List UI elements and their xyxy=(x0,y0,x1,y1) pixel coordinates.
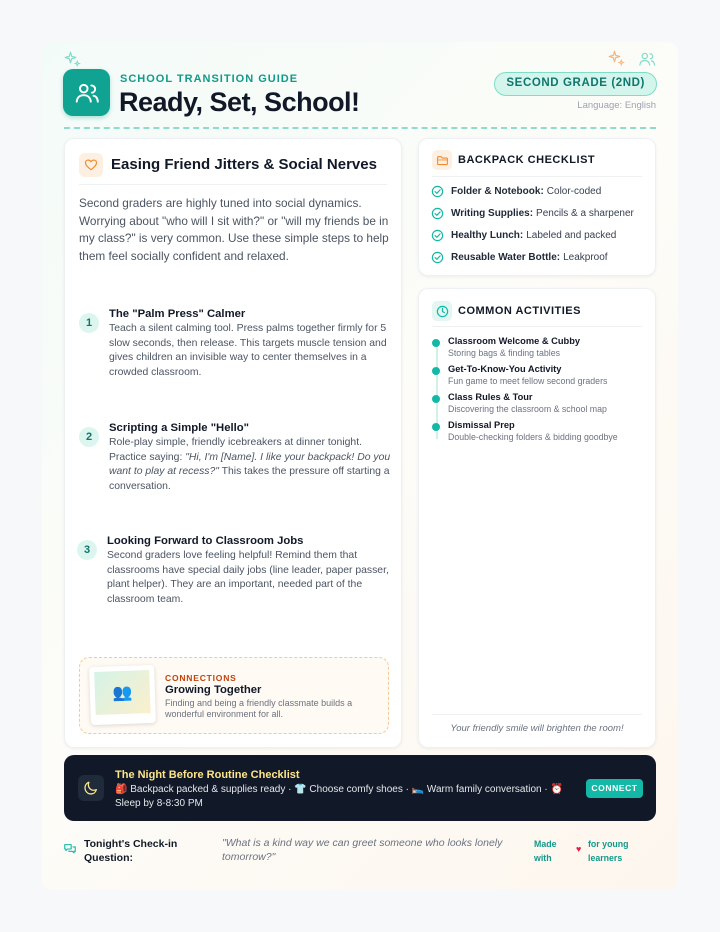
folder-icon xyxy=(436,154,449,167)
checklist-label: Folder & Notebook: xyxy=(451,186,544,197)
intro-paragraph: Second graders are highly tuned into social dynamics. Worrying about "who will I sit with?" or "will my friends be in my class?" is very common. Use these simple steps to help them feel socially confident and relaxed. xyxy=(79,196,389,263)
connect-button[interactable]: CONNECT xyxy=(586,779,643,798)
guide-page xyxy=(42,42,678,890)
check-circle-icon xyxy=(431,185,444,198)
activity-desc: Fun game to meet fellow second graders xyxy=(448,376,608,386)
heart-icon-box xyxy=(79,153,103,177)
checklist-value: Color-coded xyxy=(546,186,602,197)
sparkles-icon xyxy=(607,49,625,67)
divider xyxy=(79,184,387,185)
social-nerves-card xyxy=(64,138,402,748)
timeline-dot xyxy=(432,367,440,375)
checklist-value: Leakproof xyxy=(563,252,608,263)
night-checklist: 🎒 Backpack packed & supplies ready · 👕 Choose comfy shoes · 🛌 Warm family conversation · ⏰ Sleep by 8-8:30 PM xyxy=(115,784,563,809)
step-body: Teach a silent calming tool. Press palms together firmly for 5 slow seconds, then release. This targets muscle tension and gives children an invisible way to center themselves in a crowded classroom. xyxy=(109,323,387,379)
step-number: 2 xyxy=(79,427,99,447)
checklist-item xyxy=(431,185,601,198)
checkin-label: Tonight's Check-in Question: xyxy=(84,838,178,864)
young-learners-label: for young learners xyxy=(588,839,629,863)
guide-eyebrow: SCHOOL TRANSITION GUIDE xyxy=(120,73,299,85)
connections-box xyxy=(79,657,389,734)
activity-desc: Discovering the classroom & school map xyxy=(448,404,607,414)
activity-title: Class Rules & Tour xyxy=(448,392,533,402)
grade-badge: SECOND GRADE (2ND) xyxy=(494,72,657,96)
backpack-checklist-card xyxy=(418,138,656,276)
step-title: The "Palm Press" Calmer xyxy=(109,308,246,320)
checklist-value: Pencils & a sharpener xyxy=(536,208,634,219)
night-before-banner xyxy=(64,755,656,821)
activities-footer: Your friendly smile will brighten the room! xyxy=(450,723,624,734)
clock-icon-box xyxy=(432,301,452,321)
check-circle-icon xyxy=(431,251,444,264)
sparkles-icon xyxy=(63,50,81,68)
logo xyxy=(63,69,110,116)
step-body xyxy=(109,436,391,495)
step-body-text: Role-play simple, friendly icebreakers at dinner tonight. Practice saying: xyxy=(109,437,362,463)
step-number: 3 xyxy=(77,540,97,560)
activity-title: Classroom Welcome & Cubby xyxy=(448,336,581,346)
step-title: Looking Forward to Classroom Jobs xyxy=(107,535,304,547)
activity-desc: Double-checking folders & bidding goodbye xyxy=(448,432,618,442)
check-circle-icon xyxy=(431,229,444,242)
step-number: 1 xyxy=(79,313,99,333)
moon-icon xyxy=(83,780,99,796)
connections-title: Growing Together xyxy=(165,684,262,696)
made-with-label: Made with xyxy=(534,839,557,863)
check-circle-icon xyxy=(431,207,444,220)
checklist-label: Writing Supplies: xyxy=(451,208,534,219)
friends-icon: 👥 xyxy=(94,670,150,715)
moon-icon-box xyxy=(78,775,104,801)
night-title: The Night Before Routine Checklist xyxy=(115,769,300,781)
activities-title: COMMON ACTIVITIES xyxy=(458,305,581,317)
step-body: Second graders love feeling helpful! Remind them that classrooms have special daily jobs (line leader, paper passer, plant helper). They are an important, needed part of the classroom team. xyxy=(107,550,389,606)
chat-icon xyxy=(63,842,77,856)
timeline-dot xyxy=(432,423,440,431)
checklist-label: Healthy Lunch: xyxy=(451,230,524,241)
users-icon xyxy=(74,80,100,106)
activity-title: Get-To-Know-You Activity xyxy=(448,364,562,374)
checklist-item xyxy=(431,207,634,220)
language-label: Language: English xyxy=(577,100,656,111)
checklist-label: Reusable Water Bottle: xyxy=(451,252,561,263)
polaroid-photo xyxy=(89,665,156,725)
checklist-value: Labeled and packed xyxy=(526,230,617,241)
heart-icon xyxy=(84,158,98,172)
users-icon xyxy=(638,50,656,68)
script-quote: "Hi, I'm [Name]. I like your backpack! Do you want to play at recess?" xyxy=(109,451,391,478)
step-body-text: This takes the pressure off starting a conversation. xyxy=(109,466,390,493)
divider xyxy=(432,176,642,177)
connections-body: Finding and being a friendly classmate builds a wonderful environment for all. xyxy=(165,698,353,719)
timeline-dot xyxy=(432,339,440,347)
header-divider xyxy=(64,127,656,129)
step-title: Scripting a Simple "Hello" xyxy=(109,422,250,434)
clock-icon xyxy=(436,305,449,318)
folder-icon-box xyxy=(432,150,452,170)
backpack-title: BACKPACK CHECKLIST xyxy=(458,154,596,166)
page-title: Ready, Set, School! xyxy=(119,87,360,117)
divider xyxy=(432,326,642,327)
connections-eyebrow: CONNECTIONS xyxy=(165,673,237,683)
activity-desc: Storing bags & finding tables xyxy=(448,348,560,358)
card-title: Easing Friend Jitters & Social Nerves xyxy=(111,156,377,173)
common-activities-card xyxy=(418,288,656,748)
checkin-question: "What is a kind way we can greet someone who looks lonely tomorrow?" xyxy=(222,837,503,863)
timeline-dot xyxy=(432,395,440,403)
divider xyxy=(432,714,642,715)
activity-title: Dismissal Prep xyxy=(448,420,515,430)
checklist-item xyxy=(431,229,616,242)
heart-icon: ♥ xyxy=(576,844,582,854)
checklist-item xyxy=(431,251,608,264)
